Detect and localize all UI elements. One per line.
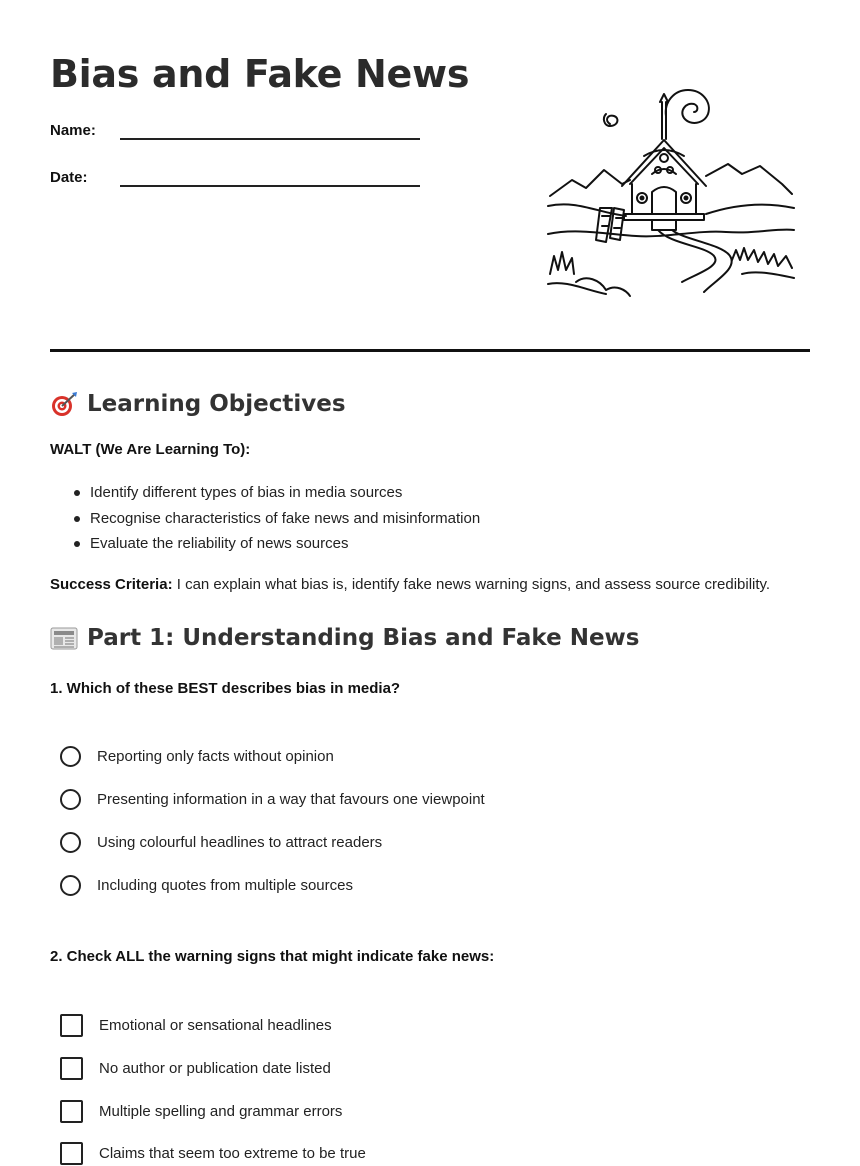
checkbox[interactable] [60,1142,83,1165]
wharenui-landscape-illustration [546,84,796,302]
radio-button[interactable] [60,875,81,896]
target-icon [50,390,78,418]
checkbox[interactable] [60,1014,83,1037]
q1-option-3[interactable] [60,829,382,855]
name-line[interactable] [120,138,420,140]
radio-button[interactable] [60,746,81,767]
name-label: Name: [50,122,96,139]
checkbox[interactable] [60,1100,83,1123]
option-label: Reporting only facts without opinion [97,747,334,765]
q1-option-1[interactable] [60,743,334,769]
date-label: Date: [50,169,88,186]
list-item: Recognise characteristics of fake news and misinformation [90,506,480,532]
question-2: 2. Check ALL the warning signs that might indicate fake news: [50,948,495,965]
objectives-list [50,480,480,557]
date-line[interactable] [120,185,420,187]
objectives-heading [50,389,346,419]
part1-heading [50,623,640,653]
question-1: 1. Which of these BEST describes bias in media? [50,680,401,697]
walt-label: WALT (We Are Learning To): [50,441,251,458]
q2-option-1[interactable] [60,1012,332,1038]
success-criteria-text: I can explain what bias is, identify fake news warning signs, and assess source credibility. [172,576,771,593]
option-label: No author or publication date listed [99,1059,331,1077]
objectives-heading-text: Learning Objectives [87,391,346,417]
worksheet-page [50,0,810,1161]
option-label: Including quotes from multiple sources [97,876,353,894]
list-item: Evaluate the reliability of news sources [90,531,480,557]
option-label: Using colourful headlines to attract readers [97,833,383,851]
q2-option-2[interactable] [60,1055,331,1081]
header-divider [50,349,810,352]
checkbox[interactable] [60,1057,83,1080]
q1-option-4[interactable] [60,872,353,898]
option-label: Presenting information in a way that favours one viewpoint [97,790,485,808]
part1-heading-text: Part 1: Understanding Bias and Fake News [87,625,640,651]
q2-option-4[interactable] [60,1140,366,1166]
option-label: Claims that seem too extreme to be true [99,1144,366,1162]
success-criteria-label: Success Criteria: [50,576,173,593]
q1-option-2[interactable] [60,786,485,812]
name-field[interactable] [50,116,430,146]
newspaper-icon [50,624,78,652]
q2-option-3[interactable] [60,1098,342,1124]
list-item: Identify different types of bias in media sources [90,480,480,506]
radio-button[interactable] [60,832,81,853]
page-title: Bias and Fake News [50,52,470,96]
success-criteria [50,576,830,593]
date-field[interactable] [50,163,430,193]
option-label: Multiple spelling and grammar errors [99,1102,343,1120]
option-label: Emotional or sensational headlines [99,1016,332,1034]
radio-button[interactable] [60,789,81,810]
